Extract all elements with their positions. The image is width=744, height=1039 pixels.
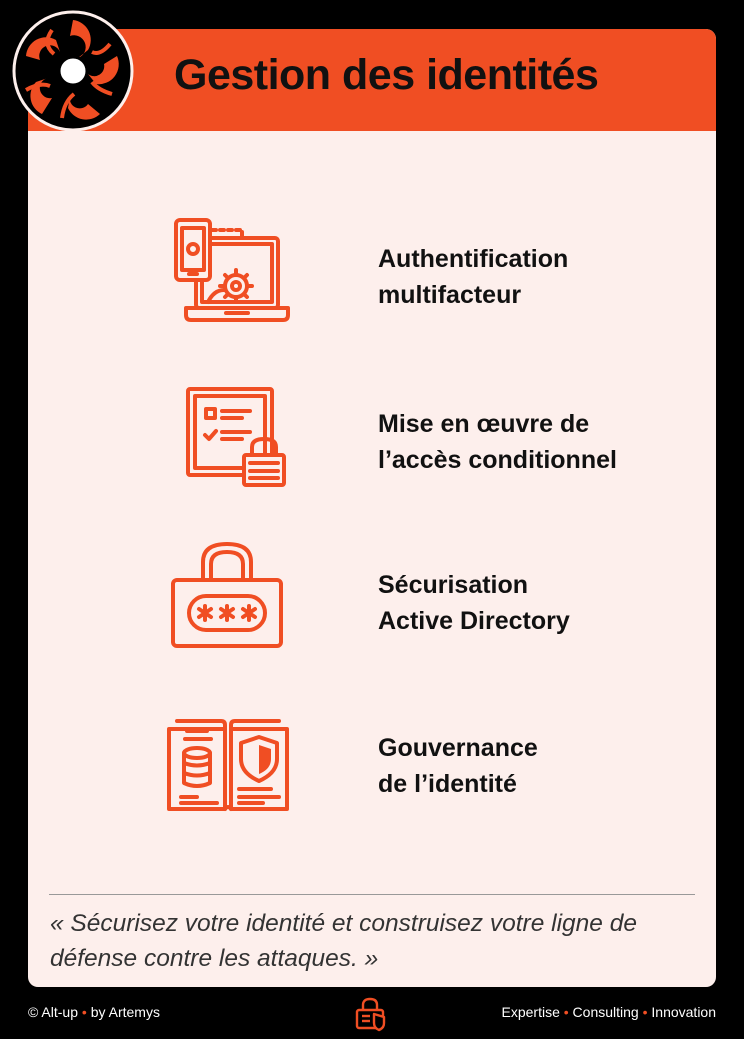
item-active-directory-label: Sécurisation Active Directory [378, 571, 570, 635]
checklist-lock-icon [186, 387, 288, 489]
book-database-shield-icon [167, 717, 289, 813]
quote-divider [49, 894, 695, 895]
item-mfa-label: Authentification multifacteur [378, 245, 569, 309]
card [28, 29, 716, 987]
item-conditional-access-label: Mise en œuvre de l’accès conditionnel [378, 410, 617, 474]
password-padlock-icon [169, 540, 285, 650]
quote-text: « Sécurisez votre identité et construisez votre ligne de défense contre les attaques. » [50, 910, 637, 972]
footer-tagline: Expertise • Consulting • Innovation [501, 1004, 716, 1020]
footer-credits: © Alt-up • by Artemys [28, 1004, 160, 1020]
item-governance-label: Gouvernance de l’identité [378, 734, 538, 798]
laptop-phone-gear-icon [174, 216, 290, 324]
logo-icon [12, 10, 134, 132]
lock-document-icon [354, 996, 390, 1032]
page-title: Gestion des identités [174, 51, 599, 99]
